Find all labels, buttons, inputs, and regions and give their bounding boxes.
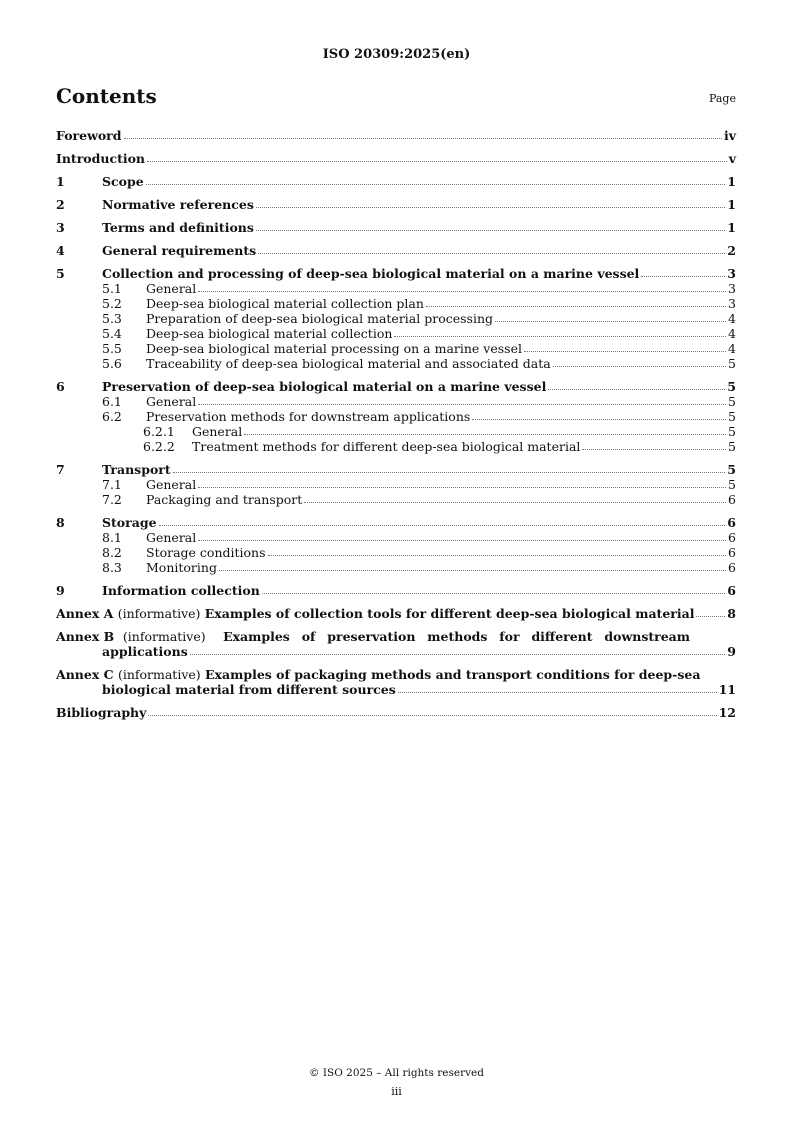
toc-entry-number: 2	[56, 197, 65, 212]
toc-entries	[56, 128, 736, 598]
toc-entry-title: Terms and definitions	[102, 220, 254, 235]
toc-leader-dots	[641, 276, 725, 277]
toc-leader-dots	[198, 291, 726, 292]
toc-entry-number: 8	[56, 515, 65, 530]
toc-entry-page: 5	[728, 477, 736, 492]
toc-annex-b[interactable]	[56, 629, 736, 659]
annex-b-title-line1: Examples of preservation methods for different downstream	[223, 629, 690, 644]
page-title: Contents	[56, 84, 157, 108]
toc-leader-dots	[553, 366, 726, 367]
toc-entry-page: 3	[728, 296, 736, 311]
toc-entry-title: Deep-sea biological material processing on a marine vessel	[146, 341, 522, 356]
toc-entry-title: Deep-sea biological material collection	[146, 326, 393, 341]
toc-entry[interactable]	[56, 477, 736, 492]
toc-entry[interactable]	[56, 197, 736, 212]
annex-a-title: Examples of collection tools for different deep-sea biological material	[204, 606, 695, 621]
annex-b-line2	[56, 644, 736, 659]
toc-leader-dots	[582, 449, 726, 450]
toc-entry-number: 6.1	[102, 394, 122, 409]
toc-entry-page: 5	[727, 379, 736, 394]
toc-entry[interactable]	[56, 545, 736, 560]
toc-leader-dots	[256, 230, 725, 231]
annex-b-title-line2: applications	[102, 644, 188, 659]
toc-entry-title: Collection and processing of deep-sea biological material on a marine vessel	[102, 266, 640, 281]
toc-entry-title: Preservation methods for downstream applications	[146, 409, 471, 424]
toc-entry-page: 6	[728, 530, 736, 545]
annex-b-line1	[56, 629, 736, 644]
toc-leader-dots	[524, 351, 726, 352]
annex-c-label: Annex C	[56, 667, 114, 682]
toc-entry[interactable]	[56, 462, 736, 477]
toc-leader-dots	[148, 715, 716, 716]
toc-leader-dots	[696, 616, 725, 617]
toc-entry-title: Transport	[102, 462, 171, 477]
toc-entry-number: 6.2.2	[143, 439, 175, 454]
toc-leader-dots	[146, 184, 726, 185]
toc-entry-number: 5.1	[102, 281, 122, 296]
toc-entry[interactable]	[56, 243, 736, 258]
toc-entry[interactable]	[56, 492, 736, 507]
toc-leader-dots	[198, 404, 726, 405]
toc-entry-title: Introduction	[56, 151, 146, 166]
annex-b-page: 9	[727, 644, 736, 659]
toc-entry-title: Traceability of deep-sea biological material and associated data	[146, 356, 551, 371]
toc-entry[interactable]	[56, 220, 736, 235]
toc-leader-dots	[262, 593, 725, 594]
toc-entry-page: 3	[728, 281, 736, 296]
toc-entry-page: 2	[727, 243, 736, 258]
toc-entry[interactable]	[56, 341, 736, 356]
page-column-label: Page	[708, 92, 736, 105]
toc-entry-page: v	[728, 151, 736, 166]
toc-entry-page: 5	[728, 424, 736, 439]
toc-entry-number: 3	[56, 220, 65, 235]
toc-entry[interactable]	[56, 394, 736, 409]
toc-leader-dots	[173, 472, 726, 473]
toc-leader-dots	[258, 253, 725, 254]
toc-entry[interactable]	[56, 281, 736, 296]
toc-entry-number: 6.2.1	[143, 424, 175, 439]
toc-leader-dots	[219, 570, 726, 571]
annex-c-line1	[56, 667, 736, 682]
toc-leader-dots	[147, 161, 727, 162]
toc-entry-title: General	[146, 281, 197, 296]
toc-entry-title: General	[146, 394, 197, 409]
toc-entry-title: Preservation of deep-sea biological material on a marine vessel	[102, 379, 547, 394]
toc-entry-page: 5	[728, 394, 736, 409]
toc-entry[interactable]	[56, 128, 736, 143]
toc-entry-page: 6	[727, 583, 736, 598]
toc-entry-page: 5	[728, 356, 736, 371]
copyright-footer: © ISO 2025 – All rights reserved	[309, 1067, 484, 1079]
toc-entry-page: 6	[727, 515, 736, 530]
bibliography-page: 12	[718, 705, 736, 720]
toc-entry[interactable]	[56, 356, 736, 371]
toc-annex-a[interactable]	[56, 606, 736, 621]
toc-entry[interactable]	[56, 174, 736, 189]
toc-entry-number: 1	[56, 174, 65, 189]
toc-entry-title: General	[146, 530, 197, 545]
toc-entry-page: 4	[728, 311, 736, 326]
annex-a-label: Annex A	[56, 606, 114, 621]
toc-entry[interactable]	[56, 560, 736, 575]
toc-entry-page: 6	[728, 545, 736, 560]
toc-entry[interactable]	[56, 379, 736, 394]
toc-entry-title: Storage	[102, 515, 157, 530]
toc-leader-dots	[398, 692, 717, 693]
page-number: iii	[391, 1085, 402, 1098]
toc-entry-number: 5.3	[102, 311, 122, 326]
toc-entry-title: Information collection	[102, 583, 260, 598]
toc-entry[interactable]	[56, 583, 736, 598]
toc-entry-page: 1	[727, 174, 736, 189]
annex-a-tag: (informative)	[117, 606, 201, 621]
table-of-contents	[56, 128, 736, 720]
toc-entry[interactable]	[56, 439, 736, 454]
toc-entry-title: Deep-sea biological material collection plan	[146, 296, 424, 311]
toc-entry-number: 7.2	[102, 492, 122, 507]
toc-entry-number: 6.2	[102, 409, 122, 424]
annex-c-title-line1: Examples of packaging methods and transport conditions for deep-sea	[205, 667, 701, 682]
toc-entry-title: General requirements	[102, 243, 257, 258]
toc-leader-dots	[394, 336, 726, 337]
toc-entry-page: 1	[727, 197, 736, 212]
toc-entry[interactable]	[56, 326, 736, 341]
toc-entry-page: 1	[727, 220, 736, 235]
toc-leader-dots	[256, 207, 725, 208]
toc-entry-title: General	[192, 424, 243, 439]
toc-entry-title: Scope	[102, 174, 144, 189]
toc-leader-dots	[124, 138, 722, 139]
toc-entry-number: 4	[56, 243, 65, 258]
toc-leader-dots	[548, 389, 725, 390]
toc-entry-title: Foreword	[56, 128, 122, 143]
toc-entry-page: 4	[728, 326, 736, 341]
toc-entry-title: General	[146, 477, 197, 492]
toc-entry-number: 5.4	[102, 326, 122, 341]
toc-leader-dots	[159, 525, 726, 526]
toc-entry-title: Packaging and transport	[146, 492, 303, 507]
annex-b-label: Annex B	[56, 629, 115, 644]
document-id-header: ISO 20309:2025(en)	[322, 47, 471, 62]
toc-entry-number: 5.6	[102, 356, 122, 371]
annex-c-title-line2: biological material from different sources	[102, 682, 396, 697]
toc-entry[interactable]	[56, 409, 736, 424]
toc-entry-number: 5.2	[102, 296, 122, 311]
toc-leader-dots	[304, 502, 726, 503]
annex-c-page: 11	[718, 682, 736, 697]
toc-entry-title: Preparation of deep-sea biological material processing	[146, 311, 493, 326]
toc-leader-dots	[190, 654, 726, 655]
toc-entry-number: 8.3	[102, 560, 122, 575]
toc-entry-page: 6	[728, 560, 736, 575]
toc-leader-dots	[268, 555, 727, 556]
annex-a-page: 8	[727, 606, 736, 621]
toc-entry[interactable]	[56, 296, 736, 311]
toc-entry[interactable]	[56, 424, 736, 439]
toc-entry[interactable]	[56, 151, 736, 166]
toc-entry-title: Monitoring	[146, 560, 217, 575]
bibliography-title: Bibliography	[56, 705, 147, 720]
annex-c-line2	[56, 682, 736, 697]
toc-entry-page: 3	[727, 266, 736, 281]
toc-entry[interactable]	[56, 266, 736, 281]
toc-entry-number: 5.5	[102, 341, 122, 356]
toc-entry-title: Storage conditions	[146, 545, 266, 560]
toc-entry-number: 8.1	[102, 530, 122, 545]
toc-entry-page: 4	[728, 341, 736, 356]
toc-entry[interactable]	[56, 515, 736, 530]
toc-entry-page: 5	[728, 439, 736, 454]
toc-bibliography[interactable]	[56, 705, 736, 720]
toc-entry-page: 5	[728, 409, 736, 424]
toc-entry-number: 7	[56, 462, 65, 477]
toc-leader-dots	[244, 434, 726, 435]
toc-entry-page: iv	[723, 128, 736, 143]
toc-leader-dots	[198, 540, 726, 541]
toc-entry-title: Treatment methods for different deep-sea biological material	[192, 439, 581, 454]
toc-entry-title: Normative references	[102, 197, 254, 212]
toc-annex-c[interactable]	[56, 667, 736, 697]
toc-leader-dots	[495, 321, 726, 322]
toc-leader-dots	[472, 419, 726, 420]
toc-leader-dots	[426, 306, 726, 307]
toc-entry-number: 6	[56, 379, 65, 394]
toc-entry-number: 9	[56, 583, 65, 598]
toc-leader-dots	[198, 487, 726, 488]
toc-entry-number: 8.2	[102, 545, 122, 560]
toc-entry[interactable]	[56, 311, 736, 326]
annex-c-tag: (informative)	[117, 667, 201, 682]
toc-entry-number: 7.1	[102, 477, 122, 492]
toc-entry[interactable]	[56, 530, 736, 545]
toc-entry-number: 5	[56, 266, 65, 281]
toc-entry-page: 5	[727, 462, 736, 477]
toc-entry-page: 6	[728, 492, 736, 507]
annex-b-tag: (informative)	[122, 629, 206, 644]
